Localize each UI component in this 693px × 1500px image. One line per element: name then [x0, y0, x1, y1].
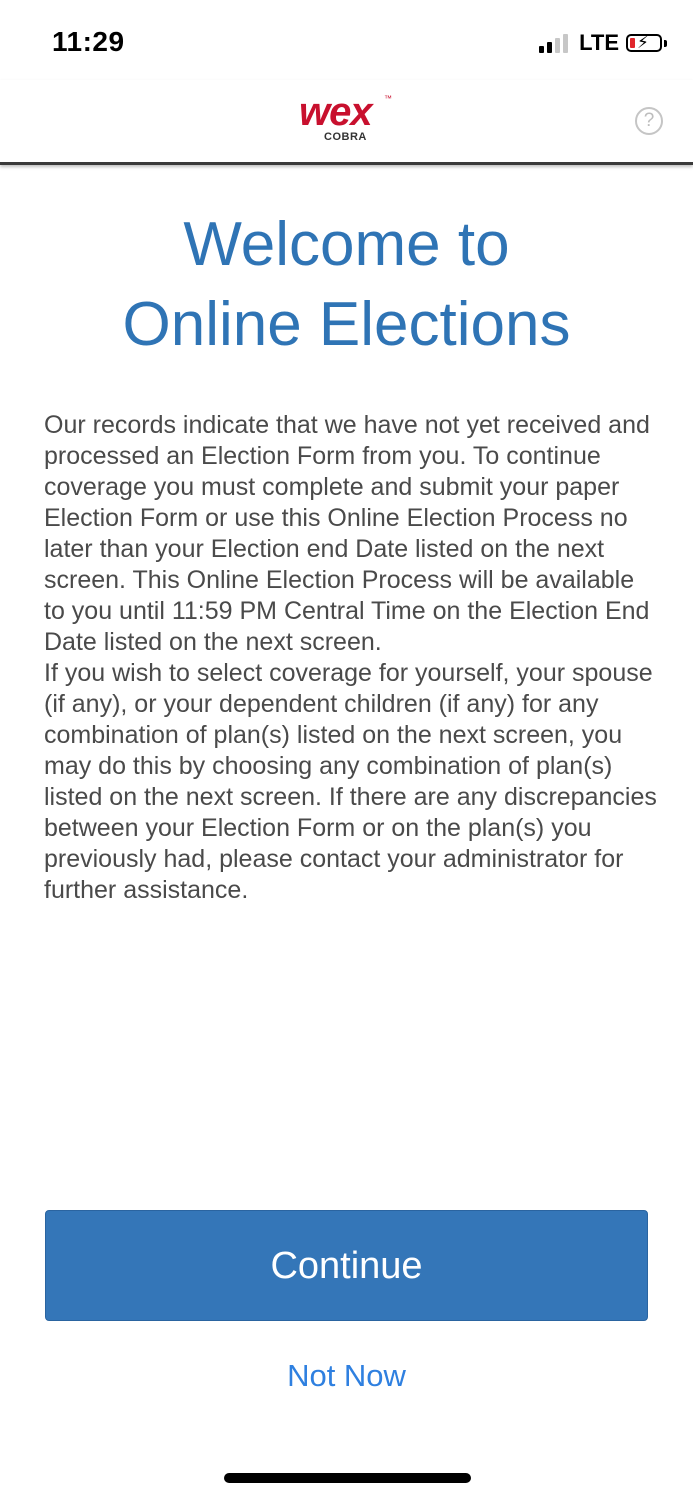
- status-bar: [0, 0, 693, 80]
- instructions-paragraph-1: Our records indicate that we have not yet received and processed an Election Form from you. To continue coverage you must complete and submit your paper Election Form or use this Online Election Process no later than your Election end Date listed on the next screen. This Online Election Process will be available to you until 11:59 PM Central Time on the Election End Date listed on the next screen.: [44, 411, 650, 656]
- page-title-line-1: Welcome to: [183, 210, 510, 279]
- wex-cobra-logo: [296, 90, 396, 146]
- logo-subtitle: COBRA: [324, 131, 367, 143]
- home-indicator[interactable]: [224, 1473, 471, 1483]
- question-circle-icon: ?: [643, 110, 655, 131]
- logo-trademark: ™: [384, 94, 392, 103]
- election-instructions: [44, 410, 659, 906]
- status-indicators: [539, 28, 667, 58]
- network-type: LTE: [579, 30, 619, 55]
- cellular-signal-icon: [539, 33, 571, 53]
- status-time: 11:29: [52, 26, 125, 57]
- battery-icon: [626, 34, 662, 52]
- page-title: [0, 205, 693, 365]
- nav-header: [0, 80, 693, 165]
- page-title-line-2: Online Elections: [122, 290, 571, 359]
- not-now-link[interactable]: Not Now: [287, 1358, 406, 1393]
- continue-button[interactable]: Continue: [45, 1210, 648, 1321]
- battery-tip: [664, 40, 667, 47]
- help-button[interactable]: [635, 107, 663, 135]
- logo-wordmark: wex: [299, 90, 372, 134]
- instructions-paragraph-2: If you wish to select coverage for yourself, your spouse (if any), or your dependent children (if any) for any combination of plan(s) listed on the next screen, you may do this by choosing any combination of plan(s) listed on the next screen. If there are any discrepancies between your Election Form or on the plan(s) you previously had, please contact your administrator for further assistance.: [44, 659, 657, 904]
- charging-bolt-icon: ⚡: [637, 33, 649, 52]
